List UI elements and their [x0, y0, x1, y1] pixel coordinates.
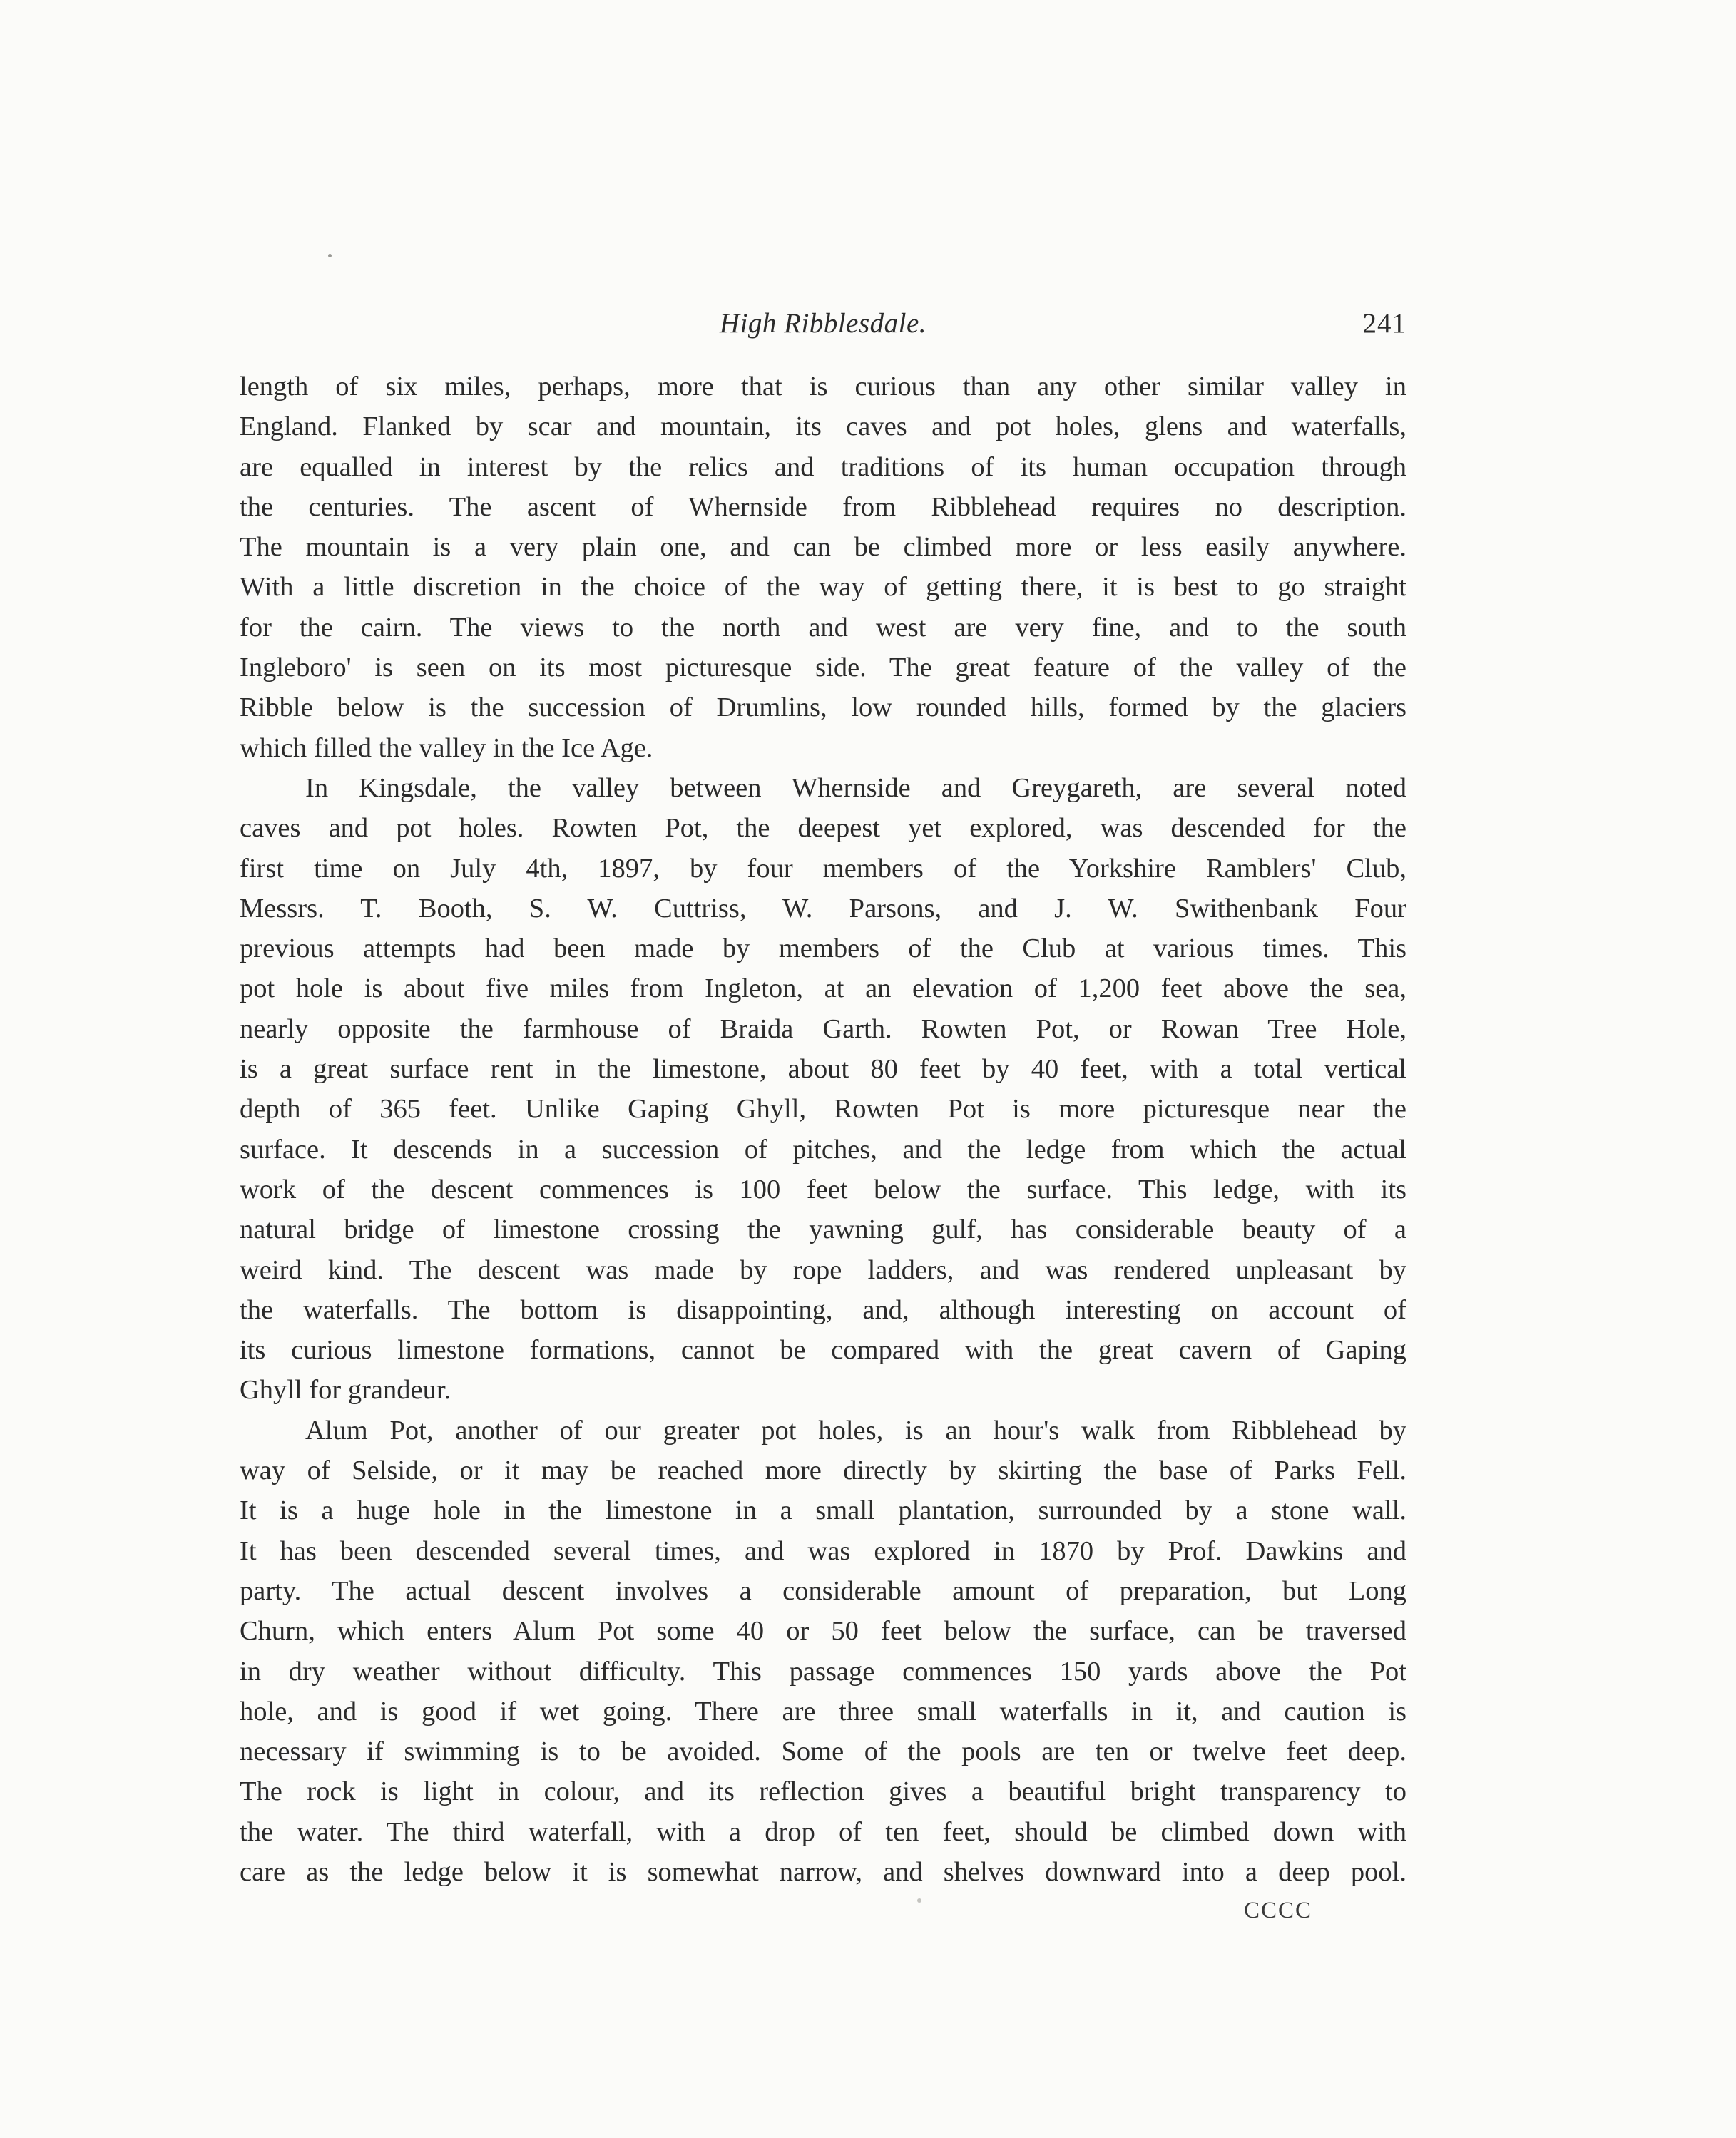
paragraph-start-line: In Kingsdale, the valley between Whernside and Greygareth, are several noted: [305, 772, 1406, 803]
text-line: Messrs. T. Booth, S. W. Cuttriss, W. Parsons, and J. W. Swithenbank Four: [240, 893, 1406, 924]
text-line: surface. It descends in a succession of pitches, and the ledge from which the actual: [240, 1134, 1406, 1165]
text-line: The rock is light in colour, and its reflection gives a beautiful bright transparency to: [240, 1776, 1406, 1807]
running-head: [240, 302, 1406, 345]
text-line: Ingleboro' is seen on its most picturesque side. The great feature of the valley of the: [240, 653, 1406, 683]
text-line: the water. The third waterfall, with a drop of ten feet, should be climbed down with: [240, 1816, 1406, 1847]
text-line: caves and pot holes. Rowten Pot, the deepest yet explored, was descended for the: [240, 813, 1406, 844]
text-line: care as the ledge below it is somewhat narrow, and shelves downward into a deep pool.: [240, 1856, 1406, 1887]
text-line: natural bridge of limestone crossing the yawning gulf, has considerable beauty of a: [240, 1214, 1406, 1245]
text-line: previous attempts had been made by members of the Club at various times. This: [240, 934, 1406, 964]
body-text: [240, 367, 1406, 1892]
text-line: With a little discretion in the choice of the way of getting there, it is best to go straight: [240, 572, 1406, 603]
text-line: are equalled in interest by the relics and traditions of its human occupation through: [240, 451, 1406, 482]
text-line: the centuries. The ascent of Whernside from Ribblehead requires no description.: [240, 491, 1406, 522]
text-line: party. The actual descent involves a considerable amount of preparation, but Long: [240, 1575, 1406, 1606]
text-line: The mountain is a very plain one, and can be climbed more or less easily anywhere.: [240, 532, 1406, 563]
text-line: weird kind. The descent was made by rope ladders, and was rendered unpleasant by: [240, 1254, 1406, 1285]
text-line: depth of 365 feet. Unlike Gaping Ghyll, Rowten Pot is more picturesque near the: [240, 1094, 1406, 1125]
text-line: length of six miles, perhaps, more that is curious than any other similar valley in: [240, 372, 1406, 401]
text-line: Ribble below is the succession of Drumlins, low rounded hills, formed by the glaciers: [240, 692, 1406, 723]
text-line: which filled the valley in the Ice Age.: [240, 732, 653, 763]
text-line: hole, and is good if wet going. There are three small waterfalls in it, and caution is: [240, 1696, 1406, 1727]
text-line: It is a huge hole in the limestone in a small plantation, surrounded by a stone wall.: [240, 1495, 1406, 1526]
text-line: Churn, which enters Alum Pot some 40 or 50 feet below the surface, can be traversed: [240, 1616, 1406, 1647]
text-line: in dry weather without difficulty. This passage commences 150 yards above the Pot: [240, 1656, 1406, 1687]
text-line: necessary if swimming is to be avoided. Some of the pools are ten or twelve feet deep.: [240, 1737, 1406, 1767]
text-line: the waterfalls. The bottom is disappointing, and, although interesting on account of: [240, 1294, 1406, 1325]
paper-speck: [917, 1898, 921, 1903]
text-line: for the cairn. The views to the north and west are very fine, and to the south: [240, 612, 1406, 643]
paragraph-start-line: Alum Pot, another of our greater pot holes, is an hour's walk from Ribblehead by: [305, 1415, 1406, 1446]
paper-speck: [328, 254, 332, 257]
text-line: work of the descent commences is 100 feet below the surface. This ledge, with its: [240, 1174, 1406, 1204]
text-line: It has been descended several times, and was explored in 1870 by Prof. Dawkins and: [240, 1535, 1406, 1566]
text-line: pot hole is about five miles from Ingleton, at an elevation of 1,200 feet above the sea,: [240, 973, 1406, 1004]
text-line: Ghyll for grandeur.: [240, 1375, 451, 1406]
catchword: CCCC: [1244, 1898, 1313, 1923]
text-line: way of Selside, or it may be reached more directly by skirting the base of Parks Fell.: [240, 1456, 1406, 1486]
running-title: High Ribblesdale.: [719, 308, 927, 339]
text-line: its curious limestone formations, cannot be compared with the great cavern of Gaping: [240, 1335, 1406, 1366]
text-line: first time on July 4th, 1897, by four members of the Yorkshire Ramblers' Club,: [240, 853, 1406, 884]
page-number: 241: [1362, 308, 1406, 339]
text-line: is a great surface rent in the limestone, about 80 feet by 40 feet, with a total vertical: [240, 1054, 1406, 1085]
text-line: nearly opposite the farmhouse of Braida Garth. Rowten Pot, or Rowan Tree Hole,: [240, 1013, 1406, 1044]
text-line: England. Flanked by scar and mountain, its caves and pot holes, glens and waterfalls,: [240, 411, 1406, 442]
